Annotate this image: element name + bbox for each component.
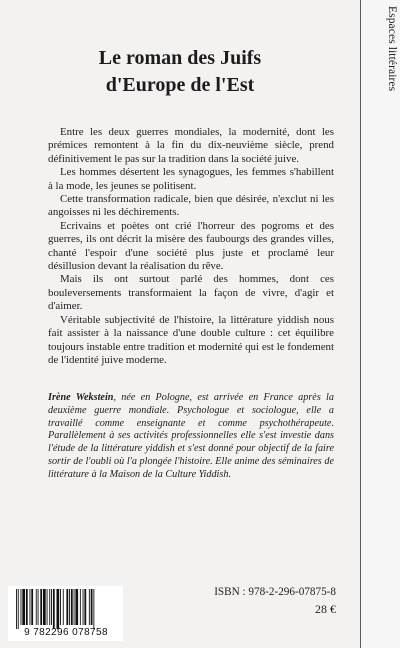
barcode-bar bbox=[74, 589, 75, 625]
barcode-bar bbox=[63, 589, 64, 625]
barcode-bar bbox=[75, 589, 78, 625]
title-line-1: Le roman des Juifs bbox=[98, 47, 262, 69]
author-bio bbox=[48, 392, 334, 482]
price: 28 € bbox=[315, 602, 336, 616]
barcode-bar bbox=[18, 589, 19, 629]
author-bio-text: , née en Pologne, est arrivée en France après la deuxième guerre mondiale. Psychologue et sociologue, elle a travaillé comme enseignante et comme psychothérapeute. Parallèlement à ses activités professionnelles elle s'est investie dans l'étude de la littérature yiddish et s'est donné pour objectif de la faire sortir de l'oubli où l'a plongée l'histoire. Elle anime des séminaires de littérature à la Maison de la Culture Yiddish. bbox=[48, 392, 334, 480]
barcode-bar bbox=[30, 589, 31, 625]
barcode-bar bbox=[53, 589, 55, 629]
summary-paragraph: Véritable subjectivité de l'histoire, la littérature yiddish nous fait assister à la naissance d'une double culture : cet équilibre toujours instable entre tradition et modernité qui est le fondement de l'identité juive moderne. bbox=[48, 313, 334, 366]
barcode-bar bbox=[21, 589, 22, 625]
barcode-bar bbox=[26, 589, 28, 625]
barcode-bar bbox=[93, 589, 94, 629]
barcode-bar bbox=[36, 589, 37, 625]
barcode-bar bbox=[89, 589, 90, 625]
author-name: Irène Wekstein bbox=[48, 392, 114, 403]
barcode-number: 9 782296 078758 bbox=[24, 627, 108, 638]
title-line-2: d'Europe de l'Est bbox=[105, 74, 255, 96]
barcode-bar bbox=[47, 589, 48, 625]
barcode-bar bbox=[80, 589, 81, 625]
barcode-bar bbox=[49, 589, 50, 625]
book-spine bbox=[360, 0, 400, 648]
barcode-bar bbox=[31, 589, 33, 625]
barcode-bar bbox=[16, 589, 17, 629]
barcode-bar bbox=[71, 589, 73, 625]
barcode-bar bbox=[66, 589, 68, 625]
series-name: Espaces littéraires bbox=[386, 6, 398, 92]
barcode-bar bbox=[84, 589, 86, 625]
barcode-bar bbox=[43, 589, 46, 625]
barcode-bar bbox=[57, 589, 60, 629]
barcode-bar bbox=[38, 589, 39, 625]
barcode-bar bbox=[83, 589, 84, 625]
summary-paragraph: Les hommes désertent les synagogues, les femmes s'habillent à la mode, les jeunes se politisent. bbox=[48, 166, 334, 192]
summary-paragraph: Ecrivains et poètes ont crié l'horreur des pogroms et des guerres, ils ont décrit la misère des faubourgs des grandes villes, chanté l'espoir d'une société plus juste et proclamé leur désillusion devant la réalisation du rêve. bbox=[48, 219, 334, 273]
barcode bbox=[8, 586, 123, 641]
barcode-bars bbox=[14, 589, 118, 629]
barcode-bar bbox=[51, 589, 52, 625]
book-title bbox=[0, 45, 360, 99]
barcode-bar bbox=[69, 589, 70, 625]
isbn: ISBN : 978-2-296-07875-8 bbox=[214, 586, 336, 598]
summary-paragraph: Mais ils ont surtout parlé des hommes, dont ces bouleversements transformaient la façon de vivre, d'agir et d'aimer. bbox=[48, 273, 334, 313]
barcode-bar bbox=[91, 589, 93, 625]
summary-paragraph: Cette transformation radicale, bien que désirée, n'exclut ni les angoisses ni les déchirements. bbox=[48, 193, 334, 219]
barcode-bar bbox=[60, 589, 61, 625]
summary-paragraph: Entre les deux guerres mondiales, la modernité, dont les prémices remontent à la fin du dix-neuvième siècle, prend définitivement le pas sur la tradition dans la société juive. bbox=[48, 126, 334, 165]
barcode-bar bbox=[40, 589, 42, 625]
book-summary bbox=[48, 126, 334, 367]
barcode-bar bbox=[22, 589, 25, 625]
